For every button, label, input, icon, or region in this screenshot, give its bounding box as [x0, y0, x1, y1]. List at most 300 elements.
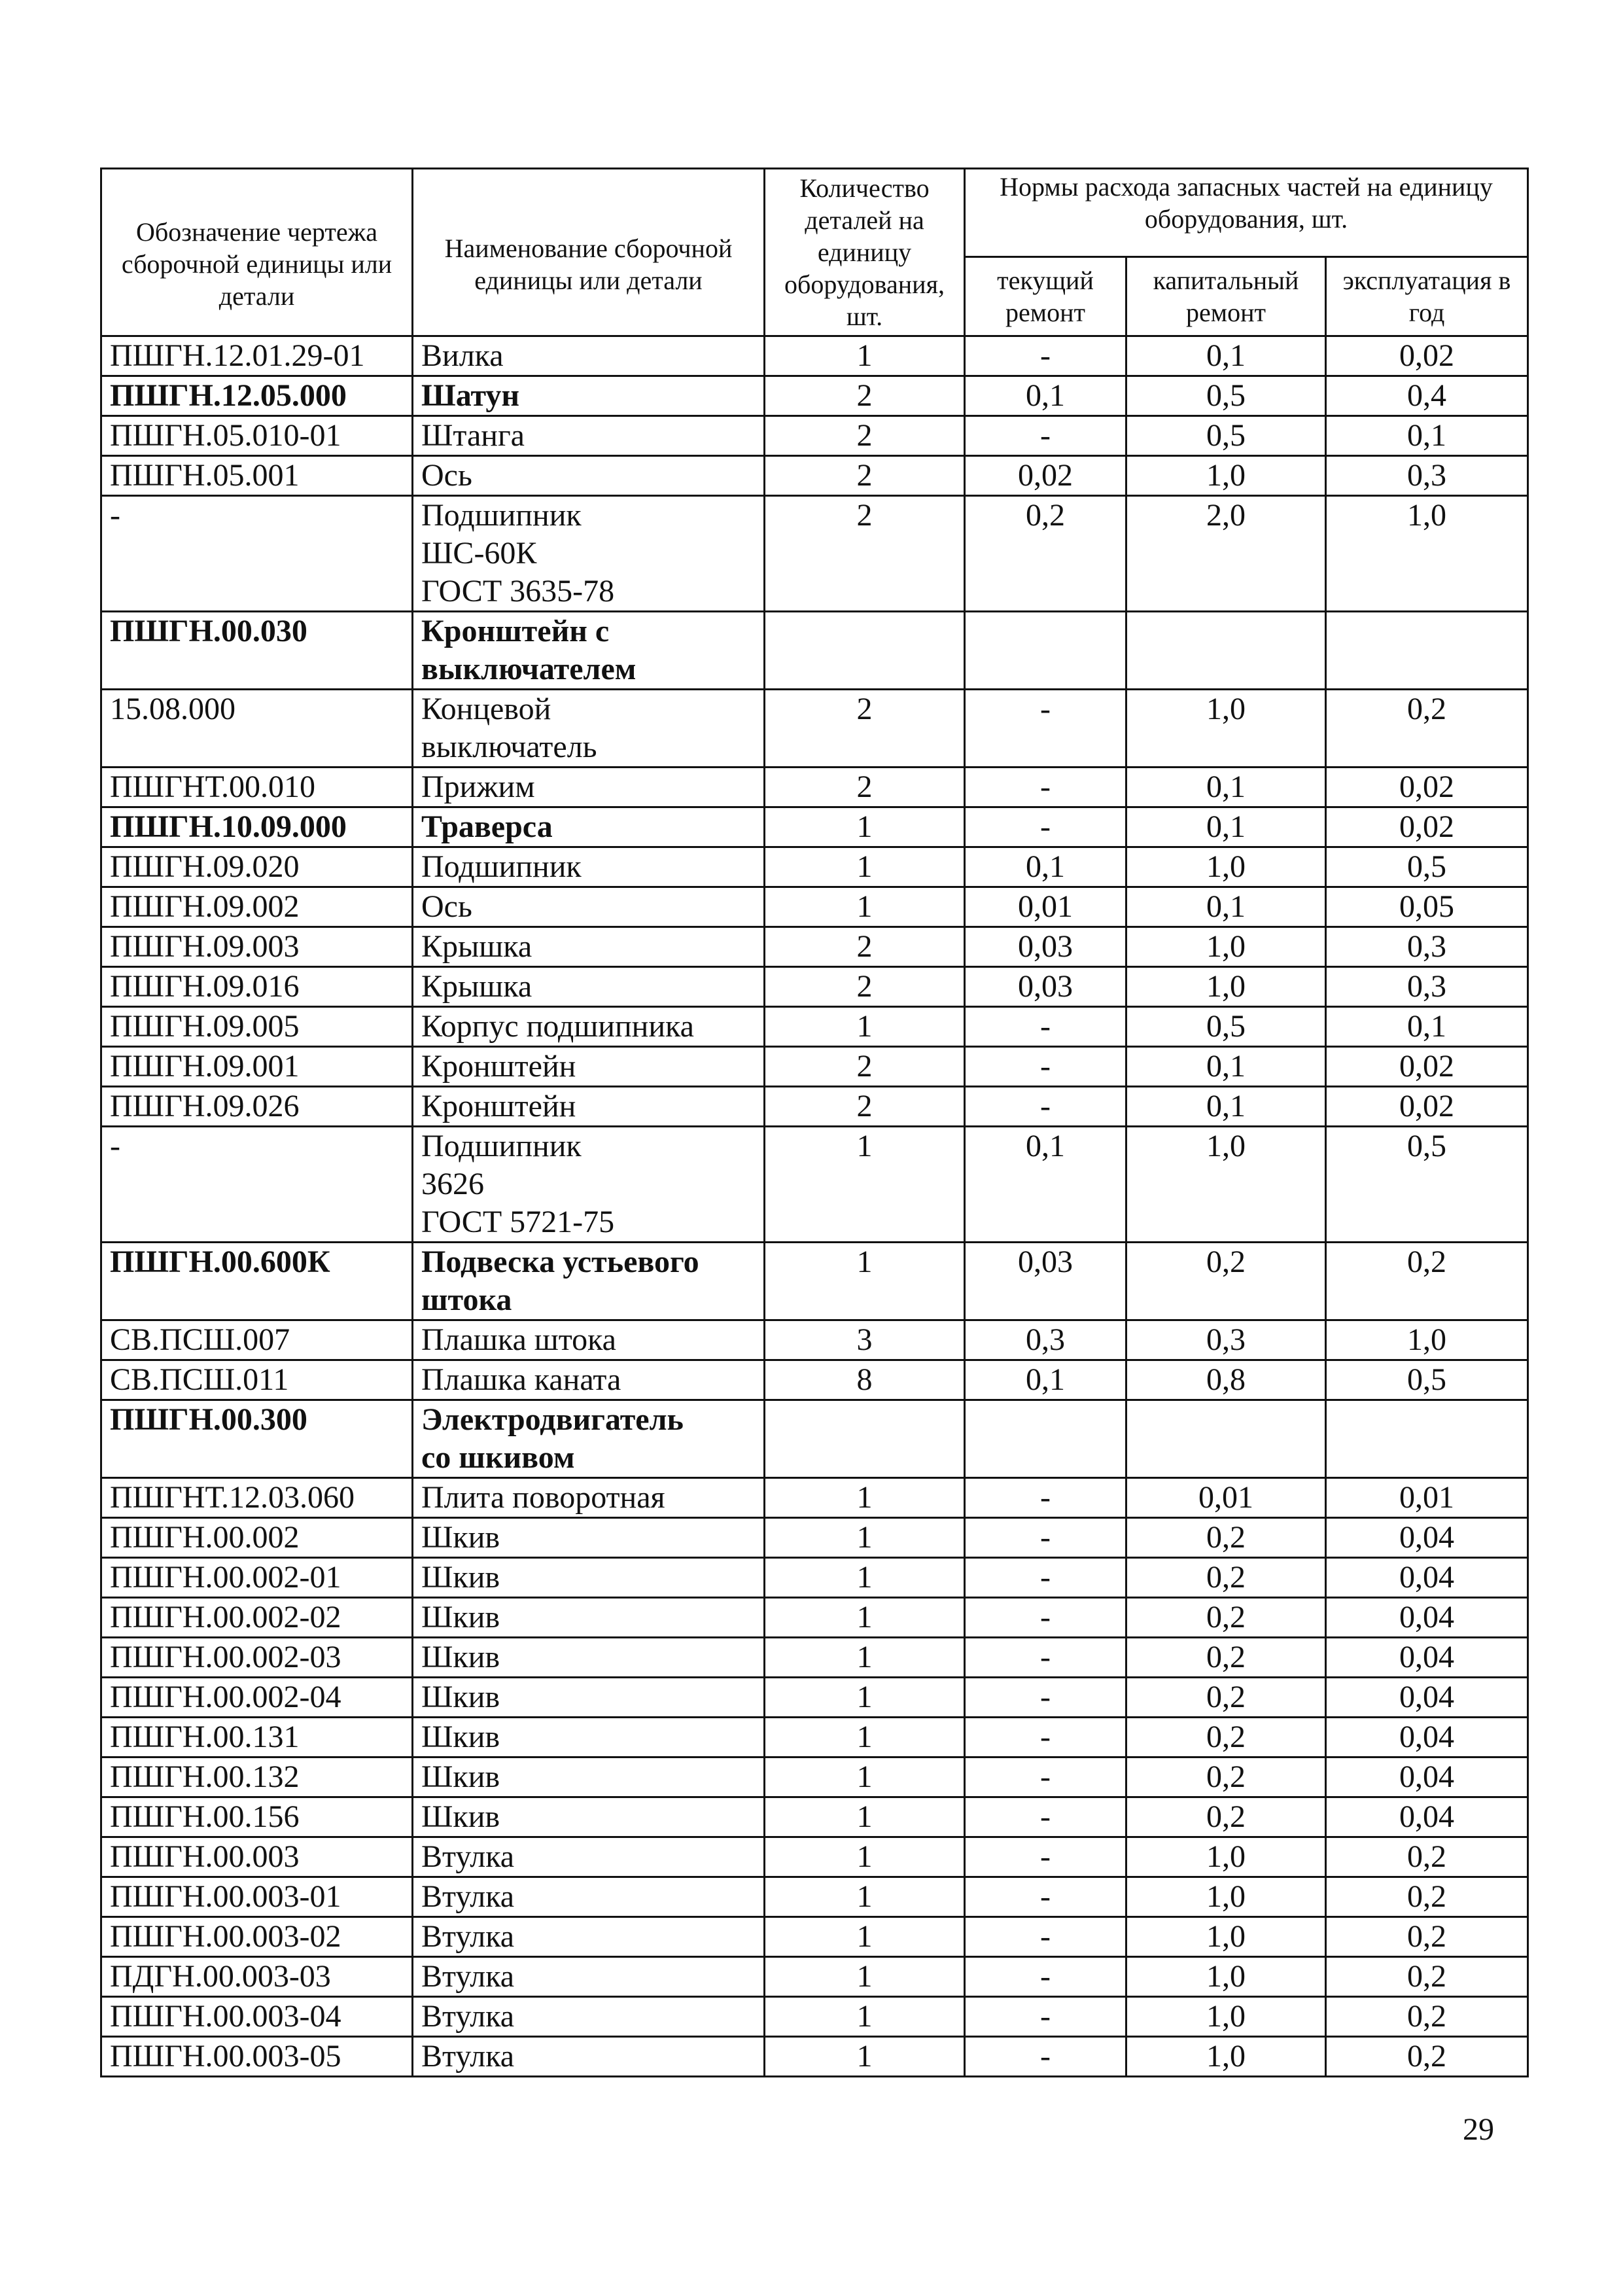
cell-item-name: [413, 1638, 765, 1678]
cell-item-name: [413, 1478, 765, 1518]
cell-current-repair: 0,1: [965, 376, 1126, 416]
item-name-line: Втулка: [421, 1839, 515, 1874]
cell-quantity: 2: [765, 456, 965, 496]
cell-item-name: [413, 2037, 765, 2077]
cell-quantity: 1: [765, 336, 965, 376]
cell-capital-repair: 0,2: [1126, 1558, 1326, 1598]
header-quantity: Количество деталей на единицу оборудования, шт.: [765, 169, 965, 336]
cell-quantity: 2: [765, 1047, 965, 1087]
cell-current-repair: -: [965, 336, 1126, 376]
cell-operation-year: 0,2: [1326, 690, 1528, 768]
item-name-line: Крышка: [421, 929, 532, 964]
cell-operation-year: 0,2: [1326, 1957, 1528, 1997]
cell-item-name: [413, 456, 765, 496]
header-item-name: Наименование сборочной единицы или детали: [413, 169, 765, 336]
table-row: [101, 1558, 1528, 1598]
cell-capital-repair: 0,2: [1126, 1757, 1326, 1797]
cell-operation-year: 1,0: [1326, 496, 1528, 612]
cell-quantity: 1: [765, 1638, 965, 1678]
item-name-line: Подшипник: [421, 1129, 582, 1163]
cell-operation-year: 0,3: [1326, 967, 1528, 1007]
cell-capital-repair: 0,1: [1126, 768, 1326, 807]
cell-drawing-code: ПШГН.09.016: [101, 967, 413, 1007]
table-row: [101, 1598, 1528, 1638]
cell-quantity: 2: [765, 496, 965, 612]
cell-item-name: [413, 1320, 765, 1360]
cell-current-repair: -: [965, 1718, 1126, 1757]
cell-drawing-code: ПШГН.00.002-04: [101, 1678, 413, 1718]
cell-drawing-code: ПШГН.09.001: [101, 1047, 413, 1087]
cell-item-name: [413, 1127, 765, 1243]
cell-drawing-code: ПШГН.00.002: [101, 1518, 413, 1558]
table-row: [101, 416, 1528, 456]
spare-parts-norms-table: [100, 168, 1529, 2077]
cell-item-name: [413, 967, 765, 1007]
cell-capital-repair: [1126, 612, 1326, 690]
table-row: [101, 336, 1528, 376]
cell-drawing-code: ПШГН.00.003-05: [101, 2037, 413, 2077]
item-name-line: Плита поворотная: [421, 1480, 665, 1515]
item-name-line: Шкив: [421, 1799, 500, 1834]
cell-current-repair: -: [965, 1837, 1126, 1877]
item-name-line: Штанга: [421, 418, 525, 453]
header-current-repair: текущий ремонт: [965, 257, 1126, 336]
cell-capital-repair: 1,0: [1126, 1127, 1326, 1243]
cell-quantity: 1: [765, 1598, 965, 1638]
cell-current-repair: 0,2: [965, 496, 1126, 612]
cell-quantity: 1: [765, 1518, 965, 1558]
cell-operation-year: 0,2: [1326, 2037, 1528, 2077]
cell-quantity: 1: [765, 1877, 965, 1917]
item-name-line: Плашка каната: [421, 1362, 621, 1397]
item-name-line: Плашка штока: [421, 1322, 616, 1357]
cell-capital-repair: [1126, 1400, 1326, 1478]
cell-current-repair: 0,03: [965, 927, 1126, 967]
cell-drawing-code: ПШГН.09.005: [101, 1007, 413, 1047]
cell-quantity: 1: [765, 807, 965, 847]
cell-quantity: 1: [765, 1837, 965, 1877]
cell-operation-year: 0,02: [1326, 1087, 1528, 1127]
cell-item-name: [413, 927, 765, 967]
cell-quantity: 1: [765, 887, 965, 927]
cell-drawing-code: ПШГН.09.003: [101, 927, 413, 967]
cell-quantity: 1: [765, 1243, 965, 1320]
table-header-row: [101, 169, 1528, 257]
cell-current-repair: -: [965, 1598, 1126, 1638]
cell-item-name: [413, 1957, 765, 1997]
cell-capital-repair: 0,5: [1126, 1007, 1326, 1047]
table-row: [101, 1678, 1528, 1718]
cell-current-repair: -: [965, 1997, 1126, 2037]
cell-item-name: [413, 1047, 765, 1087]
cell-operation-year: 0,2: [1326, 1917, 1528, 1957]
item-name-line: Корпус подшипника: [421, 1009, 694, 1044]
cell-capital-repair: 0,3: [1126, 1320, 1326, 1360]
cell-operation-year: 0,02: [1326, 1047, 1528, 1087]
cell-current-repair: -: [965, 1558, 1126, 1598]
cell-capital-repair: 0,2: [1126, 1518, 1326, 1558]
cell-operation-year: 1,0: [1326, 1320, 1528, 1360]
cell-item-name: [413, 612, 765, 690]
cell-operation-year: 0,3: [1326, 927, 1528, 967]
item-name-line: Втулка: [421, 1879, 515, 1914]
item-name-line: со шкивом: [421, 1440, 575, 1475]
cell-item-name: [413, 1558, 765, 1598]
table-row: [101, 927, 1528, 967]
cell-current-repair: 0,3: [965, 1320, 1126, 1360]
cell-operation-year: 0,5: [1326, 1360, 1528, 1400]
cell-current-repair: [965, 612, 1126, 690]
cell-quantity: 1: [765, 1997, 965, 2037]
table-row: [101, 1087, 1528, 1127]
cell-quantity: 1: [765, 1917, 965, 1957]
cell-item-name: [413, 1360, 765, 1400]
item-name-line: Шкив: [421, 1560, 500, 1595]
cell-capital-repair: 1,0: [1126, 1917, 1326, 1957]
cell-operation-year: 0,01: [1326, 1478, 1528, 1518]
cell-drawing-code: ПШГН.00.002-02: [101, 1598, 413, 1638]
cell-current-repair: 0,1: [965, 1127, 1126, 1243]
item-name-line: Траверса: [421, 809, 553, 844]
cell-operation-year: 0,2: [1326, 1243, 1528, 1320]
cell-current-repair: -: [965, 1917, 1126, 1957]
cell-item-name: [413, 887, 765, 927]
cell-current-repair: -: [965, 768, 1126, 807]
cell-quantity: 1: [765, 1957, 965, 1997]
cell-operation-year: 0,2: [1326, 1997, 1528, 2037]
cell-current-repair: 0,03: [965, 967, 1126, 1007]
cell-drawing-code: ПШГНТ.12.03.060: [101, 1478, 413, 1518]
cell-operation-year: 0,4: [1326, 376, 1528, 416]
cell-operation-year: 0,04: [1326, 1757, 1528, 1797]
cell-drawing-code: ПШГН.00.131: [101, 1718, 413, 1757]
item-name-line: выключателем: [421, 652, 637, 686]
cell-capital-repair: 0,1: [1126, 807, 1326, 847]
item-name-line: 3626: [421, 1167, 484, 1201]
cell-operation-year: 0,5: [1326, 1127, 1528, 1243]
table-row: [101, 1320, 1528, 1360]
cell-current-repair: -: [965, 690, 1126, 768]
cell-current-repair: 0,1: [965, 847, 1126, 887]
table-row: [101, 1047, 1528, 1087]
cell-drawing-code: ПШГН.00.030: [101, 612, 413, 690]
cell-drawing-code: 15.08.000: [101, 690, 413, 768]
cell-item-name: [413, 1837, 765, 1877]
header-norms-group: Нормы расхода запасных частей на единицу оборудования, шт.: [965, 169, 1528, 257]
cell-drawing-code: ПШГН.05.010-01: [101, 416, 413, 456]
table-row: [101, 1837, 1528, 1877]
item-name-line: Крышка: [421, 969, 532, 1004]
table-row: [101, 1797, 1528, 1837]
table-row: [101, 1997, 1528, 2037]
cell-current-repair: 0,01: [965, 887, 1126, 927]
cell-operation-year: 0,04: [1326, 1797, 1528, 1837]
cell-capital-repair: 1,0: [1126, 690, 1326, 768]
item-name-line: ГОСТ 3635-78: [421, 574, 615, 609]
table-row: [101, 768, 1528, 807]
table-row: [101, 690, 1528, 768]
item-name-line: Шатун: [421, 378, 520, 413]
cell-operation-year: 0,1: [1326, 416, 1528, 456]
cell-current-repair: -: [965, 2037, 1126, 2077]
cell-quantity: 2: [765, 967, 965, 1007]
header-operation-year: эксплуатация в год: [1326, 257, 1528, 336]
cell-item-name: [413, 1518, 765, 1558]
cell-operation-year: 0,3: [1326, 456, 1528, 496]
cell-capital-repair: 0,8: [1126, 1360, 1326, 1400]
cell-current-repair: [965, 1400, 1126, 1478]
cell-operation-year: 0,04: [1326, 1718, 1528, 1757]
cell-quantity: 1: [765, 1478, 965, 1518]
cell-quantity: 1: [765, 1127, 965, 1243]
cell-item-name: [413, 1917, 765, 1957]
cell-current-repair: -: [965, 1007, 1126, 1047]
cell-capital-repair: 0,5: [1126, 376, 1326, 416]
cell-drawing-code: ПШГН.00.132: [101, 1757, 413, 1797]
cell-current-repair: -: [965, 1797, 1126, 1837]
table-row: [101, 2037, 1528, 2077]
item-name-line: Втулка: [421, 2039, 515, 2074]
item-name-line: Шкив: [421, 1640, 500, 1674]
item-name-line: Шкив: [421, 1759, 500, 1794]
item-name-line: штока: [421, 1282, 512, 1317]
cell-capital-repair: 0,1: [1126, 1087, 1326, 1127]
cell-quantity: 2: [765, 1087, 965, 1127]
cell-item-name: [413, 847, 765, 887]
cell-current-repair: -: [965, 1757, 1126, 1797]
table-row: [101, 967, 1528, 1007]
item-name-line: Кронштейн: [421, 1049, 576, 1084]
item-name-line: Электродвигатель: [421, 1402, 684, 1437]
cell-operation-year: 0,05: [1326, 887, 1528, 927]
cell-item-name: [413, 1997, 765, 2037]
cell-current-repair: -: [965, 1518, 1126, 1558]
table-row: [101, 1518, 1528, 1558]
cell-drawing-code: ПШГН.00.003-01: [101, 1877, 413, 1917]
cell-item-name: [413, 1678, 765, 1718]
header-drawing-code: Обозначение чертежа сборочной единицы или детали: [101, 169, 413, 336]
item-name-line: Вилка: [421, 338, 504, 373]
cell-quantity: 1: [765, 1718, 965, 1757]
cell-capital-repair: 0,1: [1126, 336, 1326, 376]
table-row: [101, 1917, 1528, 1957]
table-row: [101, 1877, 1528, 1917]
cell-drawing-code: ПДГН.00.003-03: [101, 1957, 413, 1997]
table-row: [101, 807, 1528, 847]
cell-quantity: 2: [765, 927, 965, 967]
item-name-line: Прижим: [421, 769, 535, 804]
cell-drawing-code: ПШГН.09.020: [101, 847, 413, 887]
cell-item-name: [413, 376, 765, 416]
table-row: [101, 1127, 1528, 1243]
cell-capital-repair: 0,2: [1126, 1797, 1326, 1837]
cell-operation-year: 0,04: [1326, 1598, 1528, 1638]
cell-quantity: [765, 1400, 965, 1478]
cell-drawing-code: ПШГНТ.00.010: [101, 768, 413, 807]
cell-quantity: 8: [765, 1360, 965, 1400]
table-row: [101, 1757, 1528, 1797]
cell-current-repair: -: [965, 1087, 1126, 1127]
item-name-line: Ось: [421, 458, 472, 493]
cell-quantity: 1: [765, 1678, 965, 1718]
cell-capital-repair: 1,0: [1126, 1877, 1326, 1917]
cell-drawing-code: ПШГН.00.003-04: [101, 1997, 413, 2037]
cell-capital-repair: 0,5: [1126, 416, 1326, 456]
table-row: [101, 1360, 1528, 1400]
cell-item-name: [413, 1598, 765, 1638]
item-name-line: Подвеска устьевого: [421, 1245, 699, 1279]
cell-operation-year: 0,02: [1326, 336, 1528, 376]
cell-drawing-code: -: [101, 1127, 413, 1243]
cell-item-name: [413, 1718, 765, 1757]
cell-current-repair: -: [965, 1478, 1126, 1518]
cell-current-repair: -: [965, 416, 1126, 456]
cell-item-name: [413, 1007, 765, 1047]
item-name-line: выключатель: [421, 730, 597, 764]
cell-drawing-code: ПШГН.09.002: [101, 887, 413, 927]
cell-drawing-code: ПШГН.00.156: [101, 1797, 413, 1837]
cell-quantity: 2: [765, 690, 965, 768]
cell-drawing-code: ПШГН.05.001: [101, 456, 413, 496]
cell-item-name: [413, 416, 765, 456]
cell-capital-repair: 1,0: [1126, 1997, 1326, 2037]
cell-current-repair: 0,03: [965, 1243, 1126, 1320]
header-capital-repair: капитальный ремонт: [1126, 257, 1326, 336]
cell-current-repair: 0,1: [965, 1360, 1126, 1400]
cell-current-repair: -: [965, 1877, 1126, 1917]
cell-drawing-code: ПШГН.12.05.000: [101, 376, 413, 416]
item-name-line: Подшипник: [421, 849, 582, 884]
item-name-line: Кронштейн с: [421, 614, 610, 648]
cell-current-repair: -: [965, 807, 1126, 847]
cell-capital-repair: 0,1: [1126, 1047, 1326, 1087]
cell-item-name: [413, 1087, 765, 1127]
item-name-line: ШС-60К: [421, 536, 537, 571]
cell-current-repair: -: [965, 1638, 1126, 1678]
cell-quantity: [765, 612, 965, 690]
item-name-line: Кронштейн: [421, 1089, 576, 1123]
cell-operation-year: 0,5: [1326, 847, 1528, 887]
item-name-line: Шкив: [421, 1520, 500, 1555]
cell-item-name: [413, 336, 765, 376]
table-row: [101, 1957, 1528, 1997]
cell-operation-year: 0,02: [1326, 807, 1528, 847]
table-body: [101, 336, 1528, 2077]
table-row: [101, 887, 1528, 927]
table-row: [101, 1400, 1528, 1478]
cell-capital-repair: 0,2: [1126, 1243, 1326, 1320]
cell-current-repair: 0,02: [965, 456, 1126, 496]
item-name-line: Втулка: [421, 1919, 515, 1954]
cell-operation-year: 0,2: [1326, 1837, 1528, 1877]
cell-item-name: [413, 1877, 765, 1917]
item-name-line: Подшипник: [421, 498, 582, 533]
table-row: [101, 1718, 1528, 1757]
cell-drawing-code: СВ.ПСШ.011: [101, 1360, 413, 1400]
cell-item-name: [413, 1243, 765, 1320]
cell-quantity: 1: [765, 2037, 965, 2077]
cell-drawing-code: -: [101, 496, 413, 612]
cell-item-name: [413, 690, 765, 768]
cell-drawing-code: ПШГН.09.026: [101, 1087, 413, 1127]
cell-drawing-code: ПШГН.00.002-03: [101, 1638, 413, 1678]
cell-capital-repair: 0,2: [1126, 1718, 1326, 1757]
cell-drawing-code: ПШГН.00.300: [101, 1400, 413, 1478]
cell-quantity: 3: [765, 1320, 965, 1360]
cell-drawing-code: ПШГН.00.003: [101, 1837, 413, 1877]
table-row: [101, 496, 1528, 612]
table-row: [101, 1243, 1528, 1320]
item-name-line: Втулка: [421, 1999, 515, 2034]
cell-quantity: 2: [765, 416, 965, 456]
cell-quantity: 1: [765, 847, 965, 887]
cell-capital-repair: 1,0: [1126, 2037, 1326, 2077]
item-name-line: Шкив: [421, 1720, 500, 1754]
cell-current-repair: -: [965, 1957, 1126, 1997]
table-row: [101, 376, 1528, 416]
cell-item-name: [413, 768, 765, 807]
table-row: [101, 1638, 1528, 1678]
cell-drawing-code: ПШГН.00.600К: [101, 1243, 413, 1320]
cell-item-name: [413, 1797, 765, 1837]
item-name-line: Шкив: [421, 1680, 500, 1714]
cell-capital-repair: 0,2: [1126, 1598, 1326, 1638]
item-name-line: Ось: [421, 889, 472, 924]
item-name-line: Шкив: [421, 1600, 500, 1634]
cell-capital-repair: 1,0: [1126, 1837, 1326, 1877]
cell-item-name: [413, 496, 765, 612]
cell-drawing-code: ПШГН.00.002-01: [101, 1558, 413, 1598]
cell-drawing-code: ПШГН.12.01.29-01: [101, 336, 413, 376]
cell-operation-year: 0,02: [1326, 768, 1528, 807]
table-row: [101, 612, 1528, 690]
cell-operation-year: 0,04: [1326, 1558, 1528, 1598]
cell-operation-year: 0,1: [1326, 1007, 1528, 1047]
item-name-line: Втулка: [421, 1959, 515, 1994]
cell-quantity: 1: [765, 1757, 965, 1797]
cell-capital-repair: 1,0: [1126, 967, 1326, 1007]
cell-capital-repair: 1,0: [1126, 927, 1326, 967]
item-name-line: Концевой: [421, 692, 551, 726]
cell-operation-year: [1326, 612, 1528, 690]
cell-quantity: 2: [765, 376, 965, 416]
table-row: [101, 1007, 1528, 1047]
cell-capital-repair: 0,01: [1126, 1478, 1326, 1518]
cell-operation-year: 0,04: [1326, 1678, 1528, 1718]
cell-capital-repair: 0,1: [1126, 887, 1326, 927]
cell-capital-repair: 2,0: [1126, 496, 1326, 612]
cell-quantity: 1: [765, 1007, 965, 1047]
cell-drawing-code: ПШГН.10.09.000: [101, 807, 413, 847]
cell-capital-repair: 0,2: [1126, 1638, 1326, 1678]
cell-operation-year: 0,04: [1326, 1518, 1528, 1558]
cell-quantity: 2: [765, 768, 965, 807]
cell-capital-repair: 1,0: [1126, 847, 1326, 887]
cell-operation-year: [1326, 1400, 1528, 1478]
page-number: 29: [1463, 2112, 1494, 2147]
cell-operation-year: 0,04: [1326, 1638, 1528, 1678]
cell-drawing-code: СВ.ПСШ.007: [101, 1320, 413, 1360]
cell-item-name: [413, 1757, 765, 1797]
table-row: [101, 1478, 1528, 1518]
table-row: [101, 456, 1528, 496]
cell-capital-repair: 0,2: [1126, 1678, 1326, 1718]
cell-capital-repair: 1,0: [1126, 1957, 1326, 1997]
cell-item-name: [413, 1400, 765, 1478]
cell-item-name: [413, 807, 765, 847]
cell-current-repair: -: [965, 1678, 1126, 1718]
cell-current-repair: -: [965, 1047, 1126, 1087]
